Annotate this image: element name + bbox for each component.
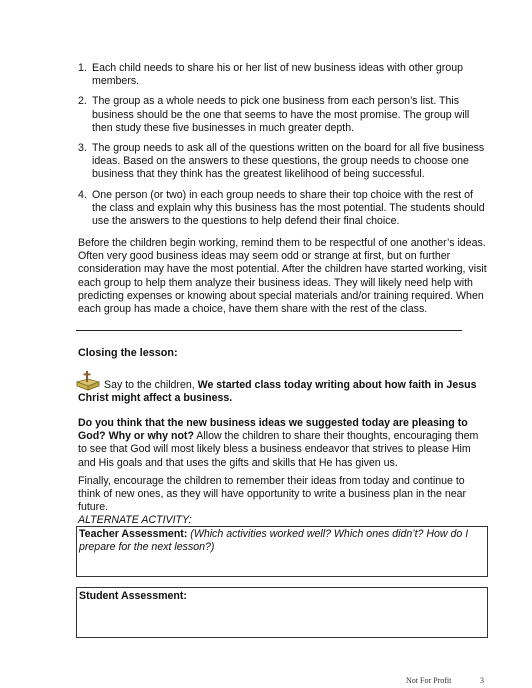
page-number: 3	[480, 676, 484, 685]
question-guidance: Allow the children to share their thoughts, encouraging them to see that God will most likely bless a business endeavor that strives to please Him and His goals and that uses the gifts and skills that He has given us.	[78, 430, 479, 469]
teacher-assessment-box[interactable]	[76, 526, 488, 577]
section-divider	[76, 330, 462, 331]
list-item	[78, 62, 488, 88]
reminder-paragraph: Before the children begin working, remind them to be respectful of one another’s ideas. Often very good business ideas may seem odd or strange at first, but on further consideration may have the most potential. After the children have started working, visit each group to help them analyze their business ideas. They will likely need help with predicting expenses or knowing about special materials and/or training required. When each group has made a choice, have them share with the rest of the class.	[78, 237, 487, 316]
item-text: The group as a whole needs to pick one business from each person’s list. This business should be the one that seems to have the most promise. The group will then study these five businesses in much greater depth.	[92, 95, 470, 134]
list-item	[78, 95, 488, 135]
question-text: Do you think that the new business ideas we suggested today are pleasing to God? Why or why not?	[78, 417, 468, 443]
footer-note: Not For Profit	[406, 676, 452, 685]
alternate-activity-label: ALTERNATE ACTIVITY:	[78, 514, 192, 526]
item-text: The group needs to ask all of the questions written on the board for all five business ideas. Based on the answers to these questions, the group needs to choose one business that they think has the greatest likelihood of being successful.	[92, 142, 485, 181]
question-paragraph	[78, 417, 488, 470]
item-number: 3.	[78, 142, 87, 155]
instruction-list	[78, 62, 488, 235]
say-to-children	[78, 379, 488, 405]
finally-paragraph: Finally, encourage the children to remember their ideas from today and continue to think of new ones, as they will have opportunity to write a business plan in the near future.	[78, 475, 467, 514]
item-number: 4.	[78, 188, 87, 201]
item-number: 1.	[78, 62, 87, 74]
list-item	[78, 142, 488, 182]
teacher-assessment-prompt: (Which activities worked well? Which ones didn’t? How do I prepare for the next lesson?)	[79, 528, 469, 554]
student-assessment-label: Student Assessment:	[79, 590, 187, 602]
item-number: 2.	[78, 95, 87, 108]
teacher-assessment-label: Teacher Assessment:	[79, 528, 188, 540]
closing-heading: Closing the lesson:	[78, 347, 178, 359]
teacher-assessment-text	[79, 528, 485, 554]
item-text: Each child needs to share his or her list of new business ideas with other group members.	[92, 62, 463, 88]
item-text: One person (or two) in each group needs to share their top choice with the rest of the class and explain why this business has the most potential. The students should use the answers to the questions to help defend their final choice.	[92, 188, 485, 228]
say-prefix: Say to the children,	[104, 379, 198, 391]
list-item	[78, 189, 488, 229]
say-statement: We started class today writing about how faith in Jesus Christ might affect a business.	[78, 379, 477, 405]
student-assessment-box[interactable]	[76, 587, 488, 638]
